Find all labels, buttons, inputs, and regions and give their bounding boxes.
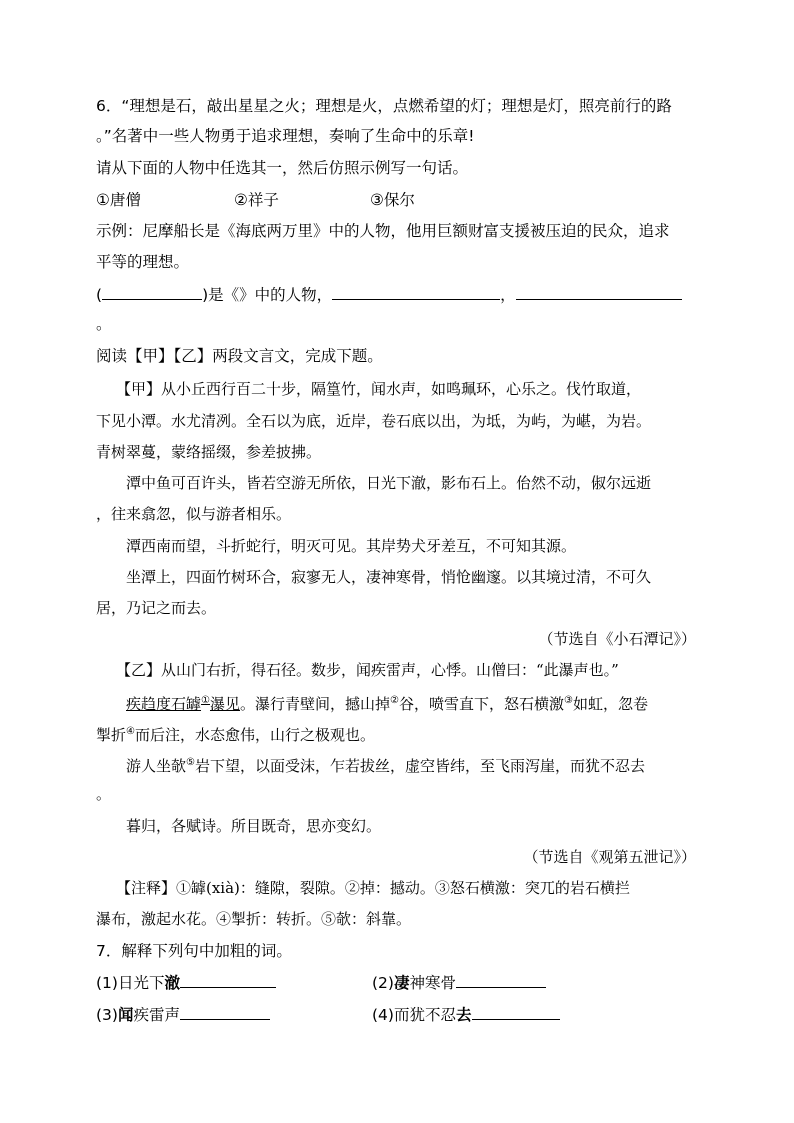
q6-instruction: 请从下面的人物中任选其一，然后仿照示例写一句话。	[96, 159, 469, 177]
notes-line-2: 瀑布，激起水花。④掣折：转折。⑤欹：斜靠。	[96, 910, 412, 928]
underlined-phrase: 疾趋度石罅	[126, 695, 202, 713]
yi-p2-text-2: 谷，喷雪直下，怒石横激	[398, 695, 564, 713]
q7-bold-word: 凄	[393, 974, 410, 992]
yi-p4-line-1: 暮归，各赋诗。所目既奇，思亦变幻。	[126, 817, 382, 835]
fill-open-paren: (	[96, 286, 103, 304]
fill-middle-text: )是《》中的人物，	[202, 286, 333, 304]
answer-blank-2[interactable]	[516, 283, 682, 300]
q7-bold-word: 澈	[164, 974, 180, 992]
q7-title: 7．解释下列句中加粗的词。	[96, 942, 292, 960]
note-marker-4: ④	[126, 726, 135, 737]
notes-line-1: 【注释】①罅(xià)：缝隙，裂隙。②掉：撼动。③怒石横激：突兀的岩石横拦	[116, 879, 630, 897]
jia-p1-line-3: 青树翠蔓，蒙络摇缀，参差披拂。	[96, 443, 322, 461]
jia-source: （节选自《小石潭记》）	[538, 630, 696, 648]
jia-p1-line-1: 【甲】从小丘西行百二十步，隔篁竹，闻水声，如鸣珮环，心乐之。伐竹取道，	[116, 380, 642, 398]
q7-item-text: 日光下	[117, 974, 165, 992]
q7-item-text: 神寒骨	[409, 974, 456, 992]
q7-item-number: (4)	[372, 1006, 394, 1024]
q7-item-text: 疾雷声	[133, 1006, 180, 1024]
q6-example-line-2: 平等的理想。	[96, 253, 190, 271]
q7-item-number: (2)	[372, 974, 394, 992]
yi-p3-text-2: 岩下望，以面受沫，乍若拔丝，虚空皆纬，至飞雨泻崖，而犹不忍去	[194, 757, 645, 775]
note-marker-3: ③	[564, 695, 573, 706]
option-1: ①唐僧	[96, 191, 141, 209]
q7-item-1	[96, 971, 276, 994]
yi-p2-text-1: 。瀑行青壁间，撼山掉	[240, 695, 391, 713]
yi-p3-text-1: 游人坐欹	[126, 757, 187, 775]
q7-item-text: 而犹不忍	[393, 1006, 456, 1024]
jia-p2-line-2: ，往来翕忽，似与游者相乐。	[96, 505, 292, 523]
yi-p2-text-4: 掣折	[96, 726, 127, 744]
q7-answer-blank-3[interactable]	[180, 1003, 270, 1020]
q7-bold-word: 去	[455, 1006, 472, 1024]
yi-p1-line-1: 【乙】从山门右折，得石径。数步，闻疾雷声，心悸。山僧曰：“此瀑声也。”	[116, 661, 619, 679]
q6-fill-line	[96, 283, 682, 306]
note-marker-5: ⑤	[186, 757, 195, 768]
q7-answer-blank-1[interactable]	[180, 971, 276, 988]
yi-p2-text-5: 而后注，水态愈伟，山行之极观也。	[134, 726, 375, 744]
yi-p3-line-1	[126, 752, 645, 777]
jia-p1-line-2: 下见小潭。水尤清冽。全石以为底，近岸，卷石底以出，为坻，为屿，为嵁，为岩。	[96, 412, 652, 430]
q7-item-number: (1)	[96, 974, 118, 992]
option-3: ③保尔	[370, 191, 415, 209]
jia-p4-line-2: 居，乃记之而去。	[96, 599, 217, 617]
q7-item-2	[372, 971, 546, 994]
q7-item-3	[96, 1003, 270, 1026]
reading-intro: 阅读【甲】【乙】两段文言文，完成下题。	[96, 347, 383, 365]
q6-example-line-1: 示例：尼摩船长是《海底两万里》中的人物，他用巨额财富支援被压迫的民众，追求	[96, 222, 670, 240]
jia-p2-line-1: 潭中鱼可百许头，皆若空游无所依，日光下澈，影布石上。佁然不动，俶尔远逝	[126, 474, 652, 492]
fill-comma: ，	[500, 286, 516, 304]
q7-item-number: (3)	[96, 1006, 118, 1024]
note-marker-1: ①	[201, 695, 210, 706]
q6-options	[96, 189, 415, 211]
jia-p3-line-1: 潭西南而望，斗折蛇行，明灭可见。其岸势犬牙差互，不可知其源。	[126, 537, 577, 555]
option-2: ②祥子	[234, 191, 279, 209]
note-marker-2: ②	[390, 695, 399, 706]
q6-fill-end: 。	[96, 315, 112, 333]
yi-p2-line-2	[96, 721, 375, 746]
yi-p3-line-2: 。	[96, 785, 112, 803]
q7-answer-blank-2[interactable]	[456, 971, 546, 988]
answer-blank-1[interactable]	[332, 283, 500, 300]
answer-blank-name[interactable]	[102, 283, 202, 300]
yi-source: （节选自《观第五泄记》）	[523, 848, 696, 866]
q7-answer-blank-4[interactable]	[472, 1003, 560, 1020]
q6-line-1: 6．“理想是石，敲出星星之火；理想是火，点燃希望的灯；理想是灯，照亮前行的路	[96, 97, 672, 115]
yi-p2-text-3: 如虹，忽卷	[572, 695, 648, 713]
yi-p2-line-1	[126, 690, 648, 715]
jia-p4-line-1: 坐潭上，四面竹树环合，寂寥无人，凄神寒骨，悄怆幽邃。以其境过清，不可久	[126, 568, 652, 586]
q7-item-4	[372, 1003, 560, 1026]
q7-bold-word: 闻	[117, 1006, 134, 1024]
q6-line-2: 。”名著中一些人物勇于追求理想，奏响了生命中的乐章!	[96, 127, 475, 145]
underlined-phrase-end: 瀑见	[209, 695, 240, 713]
